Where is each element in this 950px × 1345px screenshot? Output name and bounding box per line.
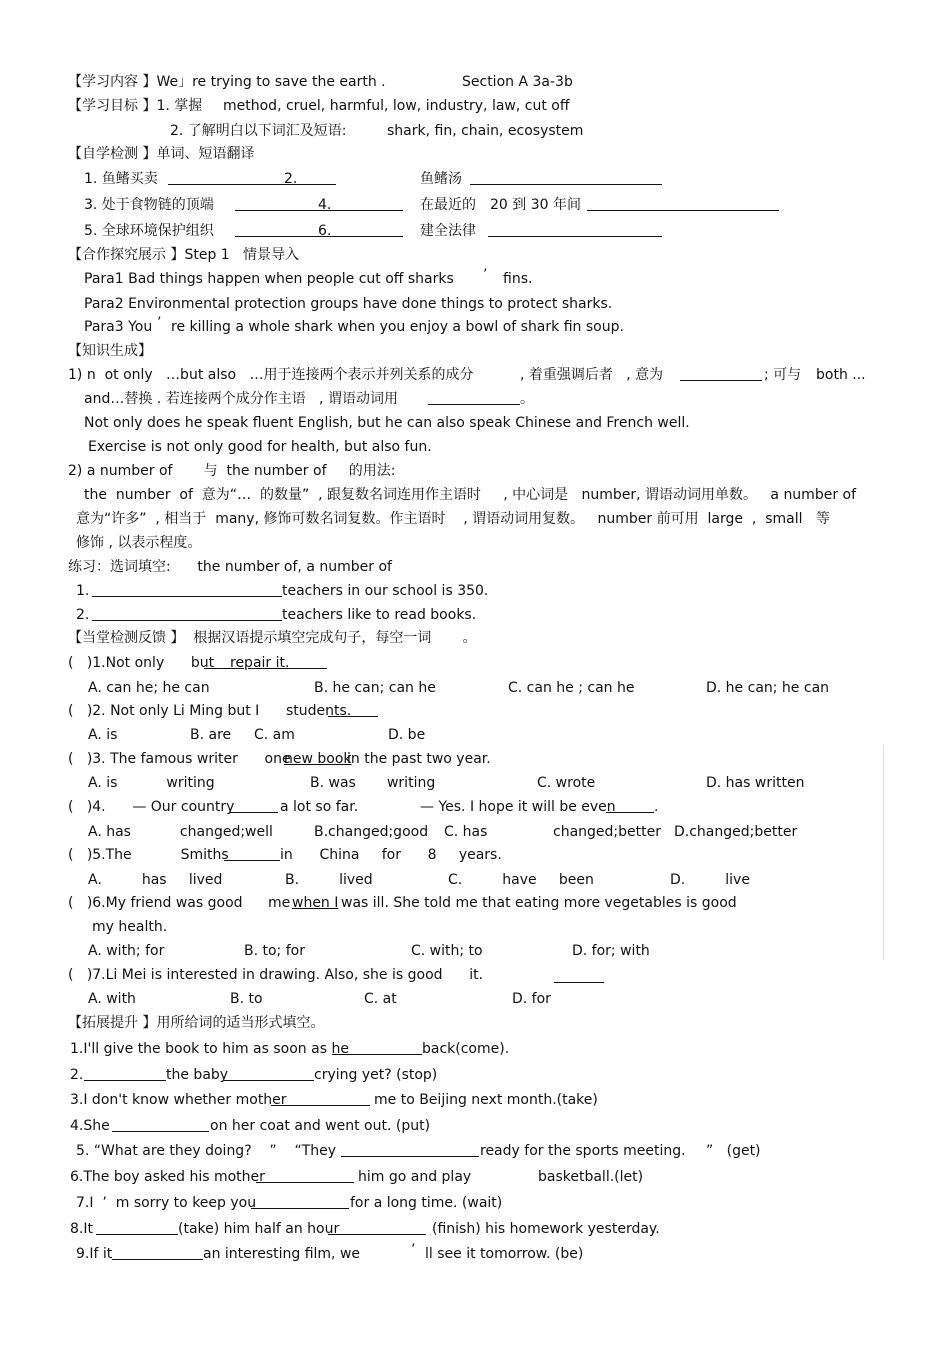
para1-apostrophe: ’: [483, 267, 488, 283]
vocab-6-num: 6.: [318, 223, 332, 239]
q7-option-b: B. to: [230, 991, 263, 1007]
ext-9-text: 9.If it: [76, 1246, 113, 1262]
q1-blank-2[interactable]: [284, 654, 327, 674]
ext-9-end: ll see it tomorrow. (be): [425, 1246, 584, 1262]
q1-blank[interactable]: [204, 654, 230, 674]
q1-option-c: C. can he ; can he: [508, 680, 635, 696]
para1-end: fins.: [503, 271, 533, 287]
ext-7-end: for a long time. (wait): [350, 1195, 503, 1211]
q5-option-a: A. has lived: [88, 872, 223, 888]
knowledge-1c: ; 可与: [764, 367, 802, 383]
para2: Para2 Environmental protection groups have done things to protect sharks.: [84, 296, 613, 312]
exercise-1-num: 1.: [76, 583, 90, 599]
q7-option-d: D. for: [512, 991, 551, 1007]
q4-blank-1[interactable]: [230, 798, 278, 818]
q5-option-b: B. lived: [285, 872, 373, 888]
q2-option-d: D. be: [388, 727, 426, 743]
para3-start: Para3 You: [84, 319, 153, 335]
q4-text: ( )4. — Our country: [68, 799, 235, 815]
section-label: Section A 3a-3b: [462, 74, 573, 90]
ext-5-end: ” (get): [706, 1143, 761, 1159]
exercise-blank-2[interactable]: [92, 606, 282, 626]
ext-4-text: 4.She: [70, 1118, 110, 1134]
q3-option-b: B. was writing: [310, 775, 436, 791]
q2-option-b: B. are: [190, 727, 232, 743]
q6-option-a: A. with; for: [88, 943, 165, 959]
exercise-2-num: 2.: [76, 607, 90, 623]
q5-blank[interactable]: [224, 846, 280, 866]
knowledge-2a: 2) a number of 与 the number of 的用法:: [68, 463, 396, 479]
ext-9-apostrophe: ’: [411, 1242, 416, 1258]
q2-option-a: A. is: [88, 727, 118, 743]
q3-text: ( )3. The famous writer one: [68, 751, 291, 767]
q6-text: ( )6.My friend was good: [68, 895, 243, 911]
q3-option-a: A. is writing: [88, 775, 215, 791]
q6-option-d: D. for; with: [572, 943, 650, 959]
knowledge-blank-2[interactable]: [428, 390, 520, 410]
ext-3-end: me to Beijing next month.(take): [374, 1092, 598, 1108]
q6-option-b: B. to; for: [244, 943, 305, 959]
q4-option-d: D.changed;better: [674, 824, 798, 840]
ext-1-blank[interactable]: [332, 1040, 422, 1060]
q2-blank[interactable]: [328, 702, 378, 722]
self-check-title: 【自学检测 】单词、短语翻译: [68, 146, 255, 162]
q6-text-3: my health.: [92, 919, 168, 935]
ext-5-text-2: ready for the sports meeting.: [480, 1143, 686, 1159]
knowledge-1e: and…替换 . 若连接两个成分作主语 , 谓语动词用: [84, 391, 398, 407]
ext-2-end: crying yet? (stop): [314, 1067, 438, 1083]
knowledge-example-2: Exercise is not only good for health, but also fun.: [88, 439, 432, 455]
q3-option-d: D. has written: [706, 775, 805, 791]
ext-8-text: 8.It: [70, 1221, 93, 1237]
knowledge-title: 【知识生成】: [68, 343, 152, 359]
ext-5-text: 5. “What are they doing? ” “They: [76, 1143, 337, 1159]
vocab-4-num: 4.: [318, 197, 332, 213]
ext-3-text: 3.I don't know whether mother: [70, 1092, 287, 1108]
knowledge-1a: 1) n ot only …but also …用于连接两个表示并列关系的成分: [68, 367, 474, 383]
ext-5-blank[interactable]: [341, 1142, 479, 1162]
ext-1-end: back(come).: [422, 1041, 510, 1057]
q4-text-2: a lot so far.: [280, 799, 359, 815]
q5-text-2: in China for 8 years.: [280, 847, 502, 863]
ext-2-blank-2[interactable]: [224, 1066, 314, 1086]
ext-9-blank[interactable]: [112, 1245, 203, 1265]
para3-apostrophe: ’: [157, 315, 162, 331]
q1-option-d: D. he can; he can: [706, 680, 830, 696]
para3-end: re killing a whole shark when you enjoy a bowl of shark fin soup.: [171, 319, 624, 335]
study-goal-words: method, cruel, harmful, low, industry, law, cut off: [223, 98, 570, 114]
q2-text: ( )2. Not only Li Ming but I students.: [68, 703, 352, 719]
check-title: 【当堂检测反馈 】 根据汉语提示填空完成句子，每空一词 。: [68, 630, 477, 646]
q4-option-a: A. has changed;well: [88, 824, 273, 840]
q2-option-c: C. am: [254, 727, 295, 743]
extend-title: 【拓展提升 】用所给词的适当形式填空。: [68, 1015, 325, 1031]
knowledge-1f: 。: [520, 391, 534, 407]
q1-option-b: B. he can; can he: [314, 680, 436, 696]
q1-text: ( )1.Not only but: [68, 655, 215, 671]
q6-underlined: when I: [292, 895, 339, 911]
ext-4-blank[interactable]: [112, 1117, 209, 1137]
knowledge-1d: both ...: [816, 367, 866, 383]
vocab-4b: 20 到 30 年间: [490, 197, 581, 213]
q5-option-d: D. live: [670, 872, 750, 888]
vocab-blank-2[interactable]: [470, 170, 662, 190]
q6-text-2: was ill. She told me that eating more vegetables is good: [341, 895, 737, 911]
q5-option-c: C. have been: [448, 872, 594, 888]
knowledge-2d: 修饰 , 以表示程度。: [76, 535, 202, 551]
ext-6-end: basketball.(let): [538, 1169, 644, 1185]
ext-2-blank-1[interactable]: [84, 1066, 166, 1086]
q1-underlined: repair it.: [230, 655, 290, 671]
ext-6-blank[interactable]: [256, 1168, 354, 1188]
ext-8-end: (finish) his homework yesterday.: [432, 1221, 660, 1237]
vocab-4a: 在最近的: [420, 197, 476, 213]
ext-3-blank[interactable]: [271, 1091, 370, 1111]
q4-option-b: B.changed;good: [314, 824, 429, 840]
ext-2-num: 2.: [70, 1067, 84, 1083]
q7-option-c: C. at: [364, 991, 397, 1007]
q3-option-c: C. wrote: [537, 775, 596, 791]
q3-text-end: in the past two year.: [347, 751, 491, 767]
ext-8-blank-1[interactable]: [96, 1220, 178, 1240]
q4-blank-2[interactable]: [606, 798, 654, 818]
ext-6-text: 6.The boy asked his mother: [70, 1169, 265, 1185]
q4-option-c-rest: changed;better: [553, 824, 661, 840]
vocab-5: 5. 全球环境保护组织: [84, 223, 214, 239]
q4-text-4: .: [654, 799, 659, 815]
ext-7-text: 7.I ’ m sorry to keep you: [76, 1195, 257, 1211]
vocab-blank-1[interactable]: [168, 170, 336, 190]
q3-underlined: new book: [284, 751, 352, 767]
study-content: 【学习内容 】We」re trying to save the earth .: [68, 74, 386, 90]
q4-option-c: C. has: [444, 824, 488, 840]
knowledge-2b: the number of 意为“… 的数量” , 跟复数名词连用作主语时 , 中心词是 number, 谓语动词用单数。 a number of: [84, 487, 857, 503]
exercise-blank-1[interactable]: [92, 582, 282, 602]
q1-option-a: A. can he; he can: [88, 680, 210, 696]
vocab-2-num: 2.: [284, 171, 298, 187]
ext-6-text-2: him go and play: [358, 1169, 472, 1185]
ext-9-text-2: an interesting film, we: [203, 1246, 361, 1262]
knowledge-example-1: Not only does he speak fluent English, but he can also speak Chinese and French well.: [84, 415, 690, 431]
knowledge-2c: 意为“许多” , 相当于 many, 修饰可数名词复数。作主语时 , 谓语动词用复数。 number 前可用 large , small 等: [76, 511, 830, 527]
ext-4-end: on her coat and went out. (put): [210, 1118, 431, 1134]
q7-option-a: A. with: [88, 991, 136, 1007]
exercise-2-text: teachers like to read books.: [282, 607, 477, 623]
knowledge-blank-1[interactable]: [680, 366, 762, 386]
q6-me: me: [268, 895, 291, 911]
ext-8-text-2: (take) him half an hour: [178, 1221, 340, 1237]
vocab-1: 1. 鱼鳍买卖: [84, 171, 158, 187]
vocab-blank-4[interactable]: [587, 196, 779, 216]
vocab-2: 鱼鳍汤: [420, 171, 462, 187]
study-goal-2-words: shark, fin, chain, ecosystem: [387, 123, 584, 139]
exercise-title: 练习：选词填空: the number of, a number of: [68, 559, 392, 575]
q7-text: ( )7.Li Mei is interested in drawing. Also, she is good it.: [68, 967, 484, 983]
q6-option-c: C. with; to: [411, 943, 483, 959]
q4-text-3: — Yes. I hope it will be even: [420, 799, 616, 815]
ext-2-text: the baby: [166, 1067, 229, 1083]
para1: Para1 Bad things happen when people cut off sharks: [84, 271, 454, 287]
q7-blank[interactable]: [554, 968, 604, 988]
vocab-3: 3. 处于食物链的顶端: [84, 197, 214, 213]
exercise-1-text: teachers in our school is 350.: [282, 583, 489, 599]
ext-8-blank-2[interactable]: [328, 1220, 426, 1240]
ext-7-blank[interactable]: [251, 1194, 349, 1214]
study-goal-label: 【学习目标 】1. 掌握: [68, 98, 203, 114]
q5-text: ( )5.The Smiths: [68, 847, 229, 863]
vocab-6: 建全法律: [420, 223, 476, 239]
explore-title: 【合作探究展示 】Step 1 情景导入: [68, 247, 300, 263]
knowledge-1b: , 着重强调后者 , 意为: [520, 367, 664, 383]
vocab-blank-6[interactable]: [488, 222, 662, 242]
margin-line: [883, 745, 884, 960]
ext-1-text: 1.I'll give the book to him as soon as he: [70, 1041, 349, 1057]
study-goal-2: 2. 了解明白以下词汇及短语:: [170, 123, 347, 139]
